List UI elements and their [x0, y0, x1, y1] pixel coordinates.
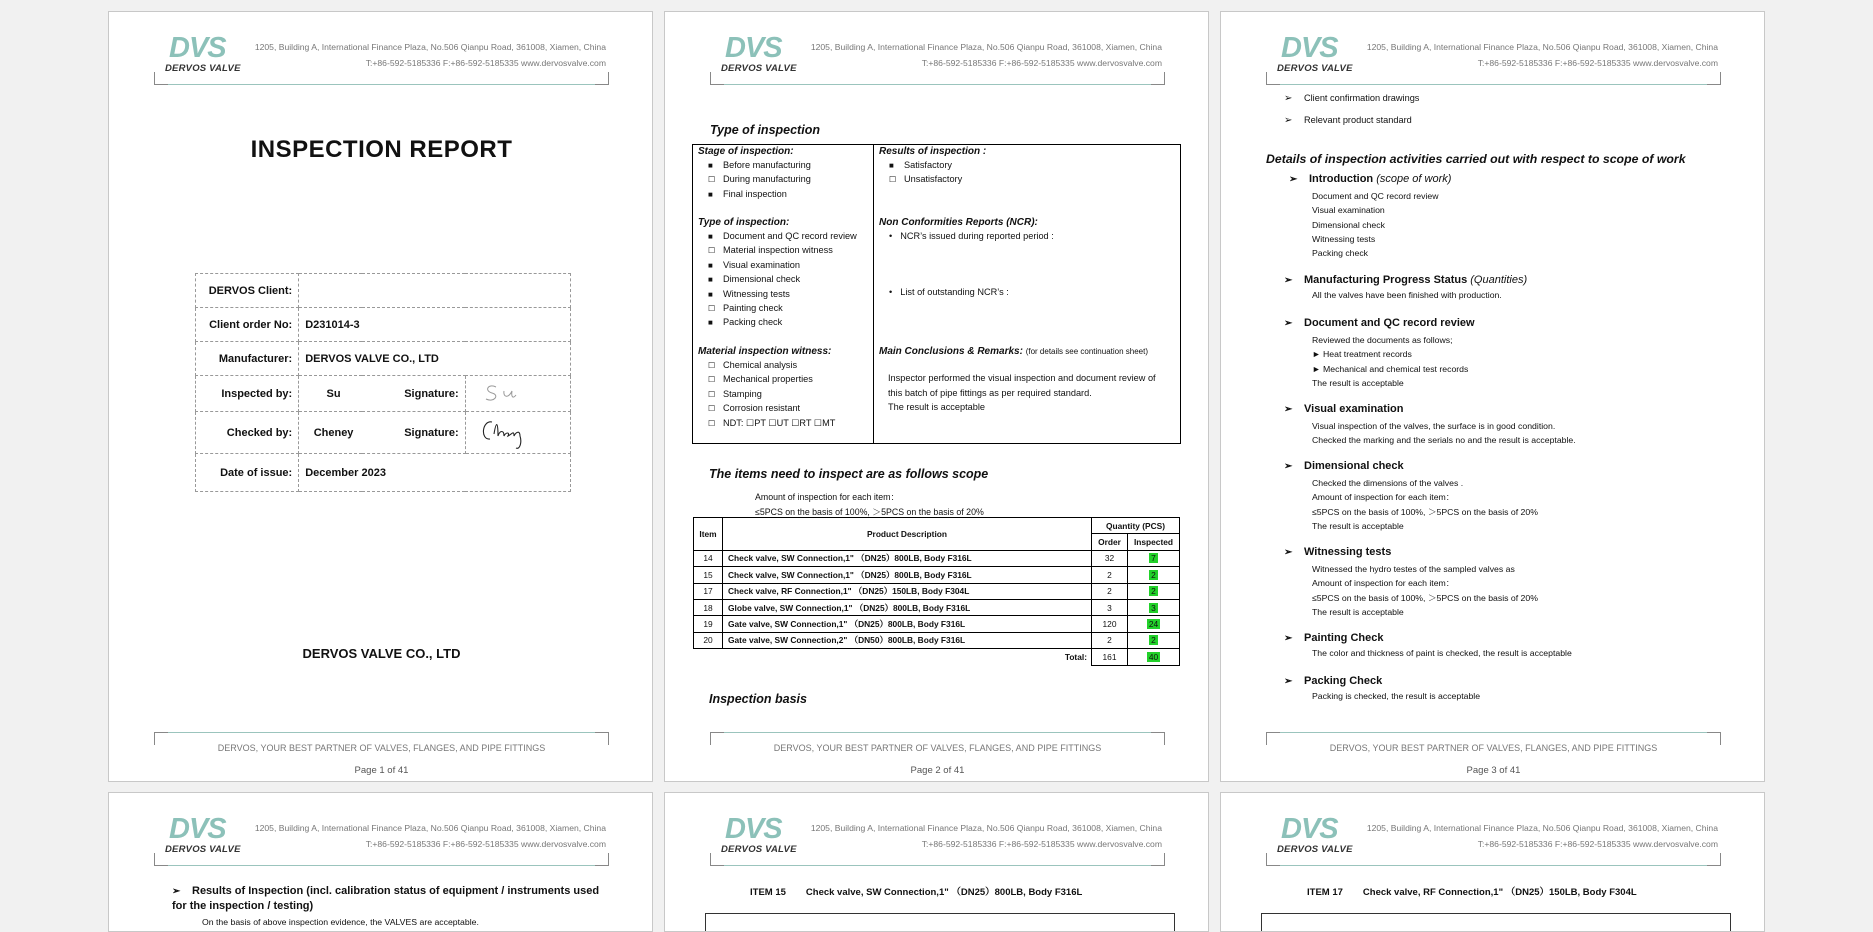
item-heading [750, 884, 1082, 898]
footer-tagline: DERVOS, YOUR BEST PARTNER OF VALVES, FLANGES, AND PIPE FITTINGS [773, 743, 1102, 753]
items-table [693, 517, 1180, 666]
results-heading: ➢ Results of Inspection (incl. calibration status of equipment / instruments used for the inspection / testing) [172, 885, 600, 912]
conclusions-section [879, 346, 1179, 415]
results-title: Results of inspection : [879, 146, 987, 157]
table-row: 19 Gate valve, SW Connection,1" （DN25）800LB, Body F316L 120 24 [694, 616, 1180, 632]
company-logo [165, 814, 249, 868]
list-item: • NCR’s issued during reported period : [889, 231, 1054, 241]
footer-tagline: DERVOS, YOUR BEST PARTNER OF VALVES, FLANGES, AND PIPE FITTINGS [1329, 743, 1658, 753]
report-title: INSPECTION REPORT [250, 136, 513, 163]
logo-subtitle: DERVOS VALVE [721, 63, 797, 74]
list-item: ☐ Chemical analysis [708, 360, 798, 370]
checkbox-icon: ■ [708, 232, 713, 241]
col-quantity: Quantity (PCS) [1092, 518, 1180, 534]
checkbox-icon: ☐ [708, 361, 716, 370]
logo-mark: DVS [169, 813, 226, 845]
header-contact: T:+86-592-5185336 F:+86-592-5185335 www.dervosvalve.com [921, 839, 1162, 849]
company-logo [165, 33, 249, 87]
conclusion-line: this batch of pipe fittings as per required standard. [888, 387, 1092, 398]
date-label: Date of issue: [196, 454, 299, 492]
ncr-section [879, 217, 1054, 302]
logo-subtitle: DERVOS VALVE [165, 63, 241, 74]
item-heading [1307, 884, 1637, 898]
table-total-row [694, 649, 1180, 665]
document-page-2 [664, 11, 1209, 782]
page-footer [1221, 712, 1765, 782]
signature-cheney [465, 412, 570, 454]
photo-frame [1261, 913, 1731, 932]
header-address: 1205, Building A, International Finance Plaza, No.506 Qianpu Road, 361008, Xiamen, China [810, 42, 1162, 52]
section-visual-examination-lines: Visual inspection of the valves, the surface is in good condition. Checked the marking and the serials no and the result is acceptable. [1312, 421, 1576, 446]
section-packing-check-lines: Packing is checked, the result is acceptable [1312, 691, 1481, 701]
list-item: ■ Satisfactory [889, 160, 952, 170]
checkbox-icon: ■ [889, 161, 894, 170]
document-page-6 [1220, 792, 1765, 932]
type-of-inspection-heading: Type of inspection [710, 123, 820, 137]
section-painting-check-lines: The color and thickness of paint is checked, the result is acceptable [1312, 648, 1572, 658]
page-number: Page 3 of 41 [1466, 765, 1521, 776]
list-item: ■ Document and QC record review [708, 231, 857, 241]
header-address-block [255, 820, 606, 852]
checkbox-icon: ☐ [708, 389, 716, 399]
company-logo [721, 814, 805, 868]
list-item: ☐ Unsatisfactory [889, 174, 963, 185]
checkbox-icon: ☐ [889, 175, 897, 185]
col-item: Item [694, 518, 723, 551]
checked-label: Checked by: [196, 412, 299, 454]
page-number: Page 1 of 41 [354, 765, 409, 776]
checkbox-icon: ■ [708, 318, 713, 328]
manufacturer-value: DERVOS VALVE CO., LTD [299, 342, 571, 376]
item-label: ITEM 17 [1307, 887, 1343, 898]
section-progress: ➢ Manufacturing Progress Status (Quantities) [1284, 274, 1528, 286]
list-item: ➢ Client confirmation drawings [1284, 93, 1420, 104]
document-page-5 [664, 792, 1209, 932]
section-painting-check: ➢ Painting Check [1284, 632, 1384, 644]
table-row: 17 Check valve, RF Connection,1" （DN25）150LB, Body F304L 2 2 [694, 583, 1180, 599]
order-value: D231014-3 [299, 308, 571, 342]
header-address: 1205, Building A, International Finance Plaza, No.506 Qianpu Road, 361008, Xiamen, China [1366, 823, 1718, 833]
list-item: ☐ Stamping [708, 388, 762, 399]
stage-title: Stage of inspection: [698, 146, 794, 157]
date-value: December 2023 [299, 454, 571, 492]
header-address: 1205, Building A, International Finance Plaza, No.506 Qianpu Road, 361008, Xiamen, China [1366, 42, 1718, 52]
signature-su [465, 376, 570, 412]
col-description: Product Description [723, 518, 1092, 551]
arrow-bullet-icon: ➢ [1284, 633, 1293, 644]
section-document-review-lines: Reviewed the documents as follows; ► Heat treatment records ► Mechanical and chemical test records The result is acceptable [1312, 335, 1469, 388]
total-label: Total: [694, 649, 1092, 665]
list-item: ☐ NDT: ☐PT ☐UT ☐RT ☐MT [708, 417, 836, 428]
inspected-label: Inspected by: [196, 376, 299, 412]
checkbox-icon: ☐ [708, 175, 716, 185]
header-contact: T:+86-592-5185336 F:+86-592-5185335 www.dervosvalve.com [921, 58, 1162, 68]
conclusion-line: The result is acceptable [888, 402, 986, 412]
page-header [665, 12, 1209, 92]
arrow-bullet-icon: ➢ [1284, 93, 1293, 104]
header-address-block [811, 39, 1162, 71]
list-item: ☐ During manufacturing [708, 174, 811, 185]
conclusions-note: (for details see continuation sheet) [1025, 347, 1148, 356]
checkbox-icon: ☐ [708, 404, 716, 414]
results-of-inspection [879, 146, 986, 189]
table-row: 18 Globe valve, SW Connection,1" （DN25）800LB, Body F316L 3 3 [694, 599, 1180, 615]
arrow-bullet-icon: ➢ [1289, 174, 1298, 185]
section-progress-lines: All the valves have been finished with production. [1312, 290, 1502, 300]
footer-tagline: DERVOS, YOUR BEST PARTNER OF VALVES, FLANGES, AND PIPE FITTINGS [217, 743, 546, 753]
list-item: ■ Dimensional check [708, 274, 801, 285]
list-item: ☐ Corrosion resistant [708, 403, 801, 414]
results-line: On the basis of above inspection evidence, the VALVES are acceptable. [202, 917, 479, 927]
document-page-4 [108, 792, 653, 932]
company-logo [1277, 33, 1361, 87]
section-introduction: ➢ Introduction (scope of work) [1289, 173, 1452, 185]
logo-subtitle: DERVOS VALVE [1277, 844, 1353, 855]
list-item: • List of outstanding NCR’s : [889, 287, 1009, 298]
header-contact: T:+86-592-5185336 F:+86-592-5185335 www.dervosvalve.com [1477, 839, 1718, 849]
type-title: Type of inspection: [698, 217, 790, 228]
checkbox-icon: ☐ [708, 303, 716, 313]
company-logo [721, 33, 805, 87]
section-dimensional-check: ➢ Dimensional check [1284, 460, 1404, 472]
page-header [109, 12, 653, 92]
stage-of-inspection [698, 146, 811, 203]
table-row: 15 Check valve, SW Connection,1" （DN25）800LB, Body F316L 2 2 [694, 567, 1180, 583]
page-header [1221, 12, 1765, 92]
company-name: DERVOS VALVE CO., LTD [302, 646, 461, 661]
company-logo [1277, 814, 1361, 868]
logo-mark: DVS [1281, 32, 1338, 64]
header-address-block [1367, 820, 1718, 852]
table-row: 20 Gate valve, SW Connection,2" （DN50）800LB, Body F316L 2 2 [694, 632, 1180, 648]
header-contact: T:+86-592-5185336 F:+86-592-5185335 www.dervosvalve.com [365, 839, 606, 849]
section-witnessing-tests: ➢ Witnessing tests [1284, 546, 1392, 558]
item-label: ITEM 15 [750, 887, 786, 898]
list-item: ■ Visual examination [708, 259, 800, 270]
page-number: Page 2 of 41 [910, 765, 965, 776]
checkbox-icon: ■ [708, 189, 713, 199]
document-page-3 [1220, 11, 1765, 782]
arrow-bullet-icon: ➢ [1284, 404, 1293, 415]
client-label: DERVOS Client: [196, 274, 299, 308]
details-heading: Details of inspection activities carried out with respect to scope of work [1266, 152, 1686, 166]
header-address-block [811, 820, 1162, 852]
amount-line-1: Amount of inspection for each item： [755, 492, 900, 502]
checkbox-icon: ☐ [708, 246, 716, 256]
header-address: 1205, Building A, International Finance Plaza, No.506 Qianpu Road, 361008, Xiamen, China [254, 823, 606, 833]
arrow-bullet-icon: ➢ [1284, 461, 1293, 472]
page-header [665, 793, 1209, 873]
list-item: ☐ Material inspection witness [708, 245, 833, 256]
header-address-block [1367, 39, 1718, 71]
col-order: Order [1092, 534, 1128, 550]
item-description: Check valve, SW Connection,1" （DN25）800LB, Body F316L [805, 887, 1083, 898]
signature-label: Signature: [362, 376, 465, 412]
inspected-value: Su [299, 376, 362, 412]
signature-label-2: Signature: [362, 412, 465, 454]
checkbox-icon: ☐ [708, 375, 716, 385]
photo-frame [705, 913, 1175, 932]
checkbox-icon: ■ [708, 260, 713, 270]
section-document-review: ➢ Document and QC record review [1284, 317, 1475, 329]
logo-mark: DVS [725, 813, 782, 845]
amount-line-2: ≤5PCS on the basis of 100%, ＞5PCS on the basis of 20% [755, 507, 984, 517]
type-of-inspection [698, 217, 857, 332]
logo-mark: DVS [169, 32, 226, 64]
header-contact: T:+86-592-5185336 F:+86-592-5185335 www.dervosvalve.com [365, 58, 606, 68]
manufacturer-label: Manufacturer: [196, 342, 299, 376]
section-introduction-lines: Document and QC record review Visual examination Dimensional check Witnessing tests Packing check [1312, 191, 1439, 259]
client-value [299, 274, 571, 308]
section-dimensional-check-lines: Checked the dimensions of the valves . Amount of inspection for each item： ≤5PCS on the basis of 100%, ＞5PCS on the basis of 20% The result is acceptable [1312, 478, 1538, 531]
checkbox-icon: ■ [708, 289, 713, 299]
arrow-bullet-icon: ➢ [1284, 318, 1293, 329]
checkbox-icon: ■ [708, 161, 713, 170]
list-item: ➢ Relevant product standard [1284, 115, 1412, 126]
total-order: 161 [1092, 649, 1128, 665]
arrow-bullet-icon: ➢ [1284, 275, 1293, 286]
ncr-title: Non Conformities Reports (NCR): [879, 217, 1038, 228]
logo-subtitle: DERVOS VALVE [1277, 63, 1353, 74]
section-witnessing-tests-lines: Witnessed the hydro testes of the sampled valves as Amount of inspection for each item： ≤5PCS on the basis of 100%, ＞5PCS on the basis of 20% The result is acceptable [1312, 564, 1538, 617]
checkbox-icon: ■ [708, 275, 713, 285]
header-address-block [255, 39, 606, 71]
list-item: ■ Before manufacturing [708, 160, 811, 170]
list-item: ■ Final inspection [708, 188, 787, 199]
header-address: 1205, Building A, International Finance Plaza, No.506 Qianpu Road, 361008, Xiamen, China [254, 42, 606, 52]
logo-mark: DVS [725, 32, 782, 64]
header-contact: T:+86-592-5185336 F:+86-592-5185335 www.dervosvalve.com [1477, 58, 1718, 68]
page-footer [109, 712, 653, 782]
total-inspected: 40 [1148, 651, 1159, 662]
logo-subtitle: DERVOS VALVE [165, 844, 241, 855]
logo-mark: DVS [1281, 813, 1338, 845]
page-footer [665, 712, 1209, 782]
material-title: Material inspection witness: [698, 346, 832, 357]
col-inspected: Inspected [1128, 534, 1180, 550]
list-item: ■ Packing check [708, 317, 783, 328]
checkbox-icon: ☐ [708, 418, 716, 428]
signature-su-image [466, 377, 564, 407]
document-page-1 [108, 11, 653, 782]
table-row: 14 Check valve, SW Connection,1" （DN25）800LB, Body F316L 32 7 [694, 550, 1180, 566]
item-description: Check valve, RF Connection,1" （DN25）150LB, Body F304L [1362, 887, 1637, 898]
arrow-bullet-icon: ➢ [1284, 676, 1293, 687]
list-item: ☐ Mechanical properties [708, 374, 813, 385]
list-item: ■ Witnessing tests [708, 288, 790, 299]
conclusions-title: Main Conclusions & Remarks: [879, 346, 1023, 357]
section-packing-check: ➢ Packing Check [1284, 675, 1383, 687]
page-header [1221, 793, 1765, 873]
arrow-bullet-icon: ➢ [1284, 115, 1293, 126]
section-visual-examination: ➢ Visual examination [1284, 403, 1404, 415]
logo-subtitle: DERVOS VALVE [721, 844, 797, 855]
inspection-summary-box [692, 144, 1181, 444]
items-scope-heading: The items need to inspect are as follows scope [709, 467, 989, 481]
material-inspection-witness [698, 346, 835, 432]
inspection-basis-heading: Inspection basis [709, 692, 807, 706]
checked-value: Cheney [299, 412, 362, 454]
cover-info-table [195, 273, 571, 492]
order-label: Client order No: [196, 308, 299, 342]
arrow-bullet-icon: ➢ [1284, 547, 1293, 558]
arrow-bullet-icon: ➢ [172, 886, 181, 897]
page-header [109, 793, 653, 873]
list-item: ☐ Painting check [708, 302, 783, 313]
signature-cheney-image [466, 412, 564, 450]
conclusion-line: Inspector performed the visual inspection and document review of [888, 373, 1156, 383]
header-address: 1205, Building A, International Finance Plaza, No.506 Qianpu Road, 361008, Xiamen, China [810, 823, 1162, 833]
